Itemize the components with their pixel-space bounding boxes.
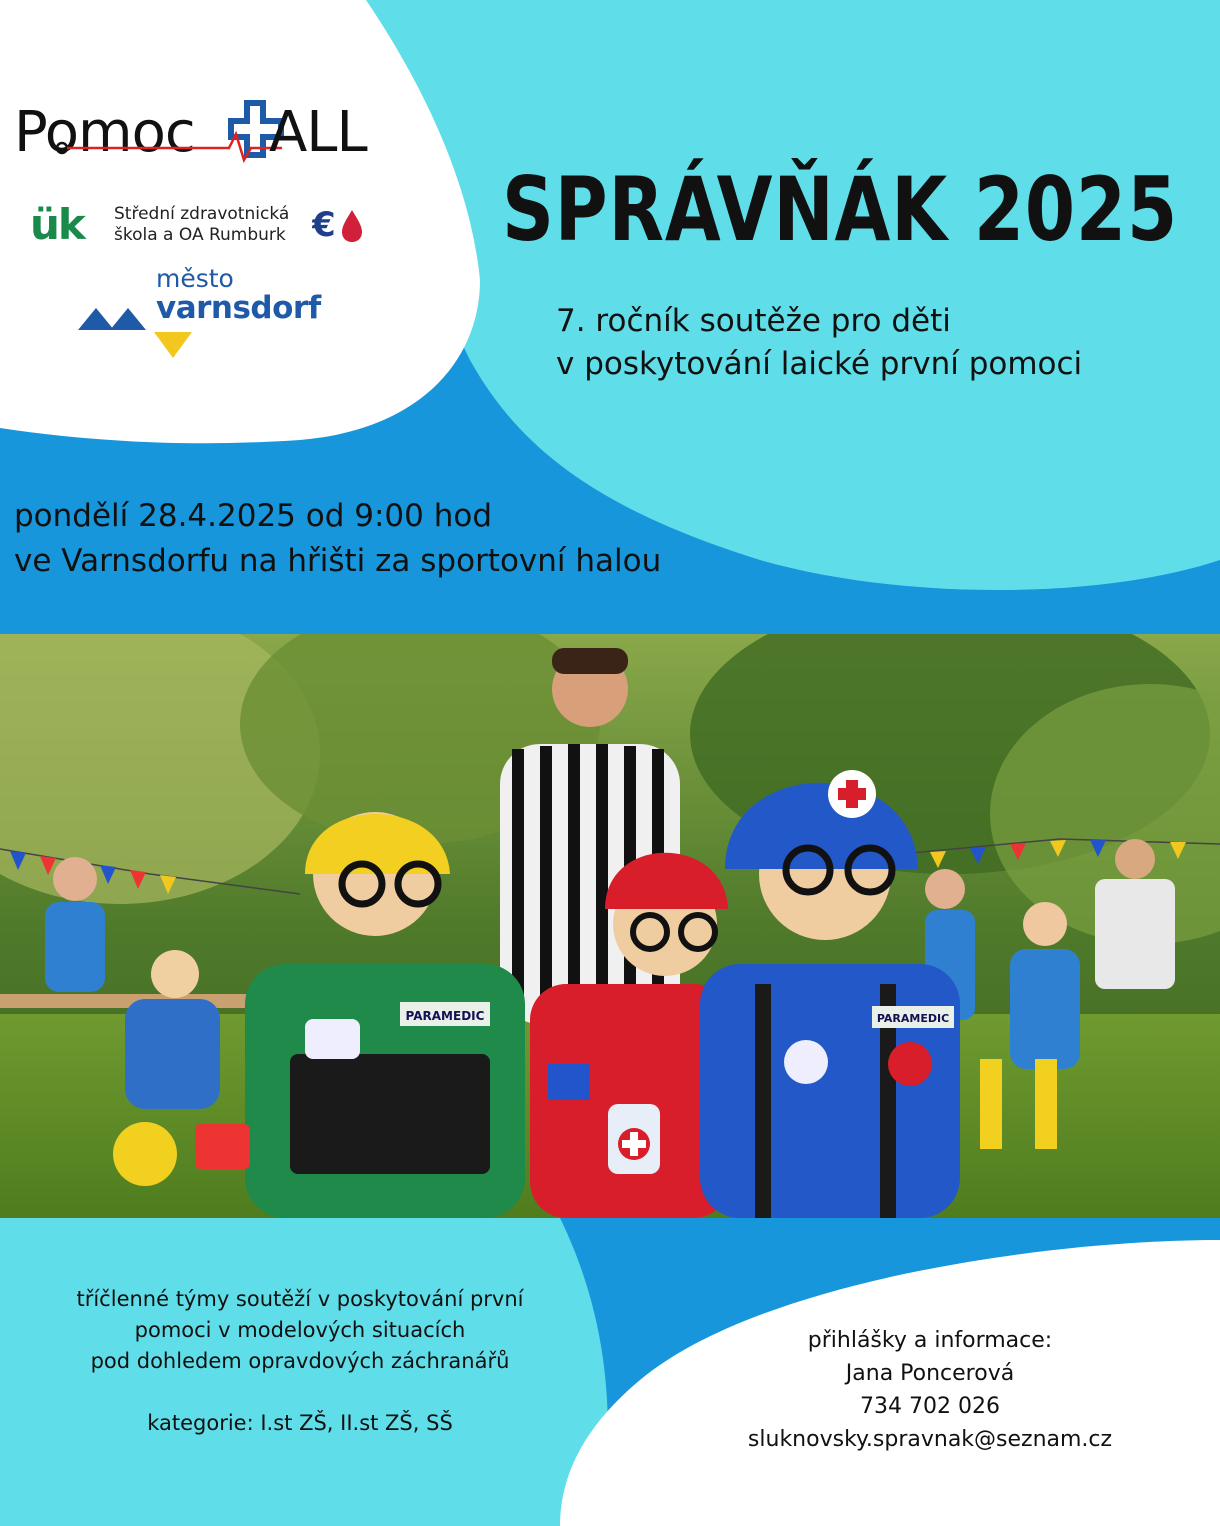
event-title: SPRÁVŇÁK 2025 — [502, 158, 1179, 261]
green-kid-badge: PARAMEDIC — [405, 1009, 485, 1023]
contact-email[interactable]: sluknovsky.spravnak@seznam.cz — [747, 1427, 1113, 1452]
contact-heading: přihlášky a informace: — [807, 1328, 1053, 1353]
mountains-icon — [76, 302, 196, 362]
description-line2: pomoci v modelových situacích — [134, 1318, 466, 1342]
school-name — [114, 204, 289, 246]
blue-kid-badge: PARAMEDIC — [876, 1012, 950, 1025]
event-subtitle — [556, 300, 1082, 386]
heartbeat-line-icon — [54, 126, 284, 166]
event-details — [14, 494, 661, 584]
school-name-line1: Střední zdravotnická — [114, 204, 290, 224]
event-date-line: pondělí 28.4.2025 od 9:00 hod — [14, 498, 493, 534]
pomoc-logo-right-text: ALL — [269, 100, 367, 165]
city-logo-top-text: město — [156, 264, 234, 293]
subtitle-line2: v poskytování laické první pomoci — [556, 346, 1083, 382]
description-line3: pod dohledem opravdových záchranářů — [90, 1349, 510, 1373]
description-line1: tříčlenné týmy soutěží v poskytování první — [76, 1287, 524, 1311]
svg-text:€: € — [312, 205, 336, 244]
pomoc-all-logo — [14, 96, 384, 176]
photo-illustration — [0, 634, 1220, 1218]
event-place-line: ve Varnsdorfu na hřišti za sportovní halou — [14, 543, 662, 579]
contact-phone[interactable]: 734 702 026 — [860, 1394, 1000, 1419]
contact-name: Jana Poncerová — [845, 1361, 1015, 1386]
pomoc-logo-left-text: Pomoc — [14, 100, 195, 165]
city-logo-name: varnsdorf — [156, 290, 321, 326]
competition-description — [0, 1284, 600, 1439]
city-logo — [76, 262, 336, 362]
event-photo — [0, 634, 1220, 1218]
contact-info — [630, 1324, 1220, 1456]
subtitle-line1: 7. ročník soutěže pro děti — [556, 303, 951, 339]
euro-drop-icon — [312, 204, 364, 244]
school-logo-mark: ük — [30, 200, 84, 249]
categories-line: kategorie: I.st ZŠ, II.st ZŠ, SŠ — [147, 1411, 453, 1435]
school-logo — [30, 200, 370, 250]
school-name-line2: škola a OA Rumburk — [114, 225, 286, 245]
